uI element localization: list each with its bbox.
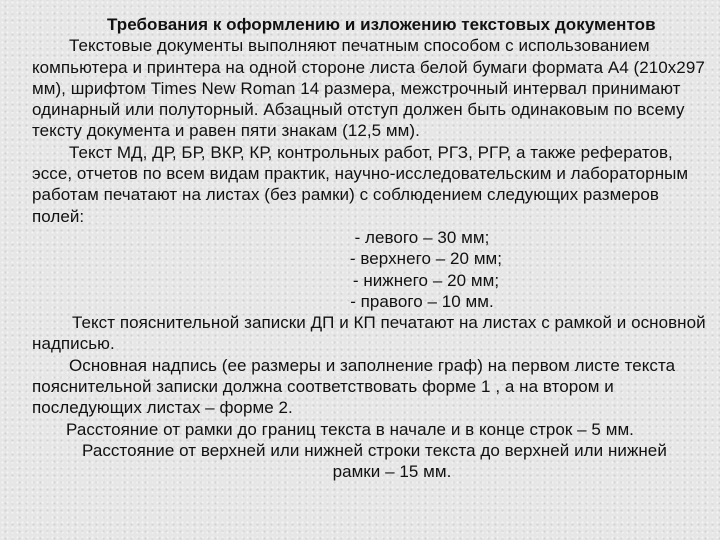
- paragraph-line-distance: [32, 440, 712, 461]
- paragraph-margins-intro: Текст МД, ДР, БР, ВКР, КР, контрольных работ, РГЗ, РГР, а также рефератов, эссе, отчетов по всем видам практик, научно-исследовательским и лабораторным работам печатают на листах (без рамки) с соблюдением следующих размеров полей:: [32, 142, 689, 226]
- margin-top-item: - верхнего – 20 мм;: [349, 249, 503, 269]
- margin-right-item: - правого – 10 мм.: [350, 291, 494, 311]
- margins-list: [32, 227, 712, 312]
- paragraph-line-distance-line2: рамки – 15 мм.: [332, 462, 452, 482]
- paragraph-title-block: Основная надпись (ее размеры и заполнение граф) на первом листе текста пояснительной записки должна соответствовать форме 1 , а на втором и последующих листах – форме 2.: [32, 355, 676, 418]
- margin-bottom-item: - нижнего – 20 мм;: [352, 270, 500, 290]
- paragraph-frame-distance: Расстояние от рамки до границ текста в начале и в конце строк – 5 мм.: [66, 419, 634, 439]
- paragraph-line-distance-line1: Расстояние от верхней или нижней строки текста до верхней или нижней: [82, 440, 667, 460]
- document-body: [32, 14, 712, 483]
- document-title: Требования к оформлению и изложению текстовых документов: [107, 15, 656, 34]
- margin-left-item: - левого – 30 мм;: [354, 227, 490, 247]
- paragraph-frame-note: Текст пояснительной записки ДП и КП печатают на листах с рамкой и основной надписью.: [32, 313, 706, 354]
- paragraph-print-requirements: Текстовые документы выполняют печатным способом с использованием компьютера и принтера на одной стороне листа белой бумаги формата А4 (210х297 мм), шрифтом Times New Roman 14 размера, межстрочный интервал принимают одинарный или полуторный. Абзацный отступ должен быть одинаковым по всему тексту документа и равен пяти знакам (12,5 мм).: [32, 36, 705, 141]
